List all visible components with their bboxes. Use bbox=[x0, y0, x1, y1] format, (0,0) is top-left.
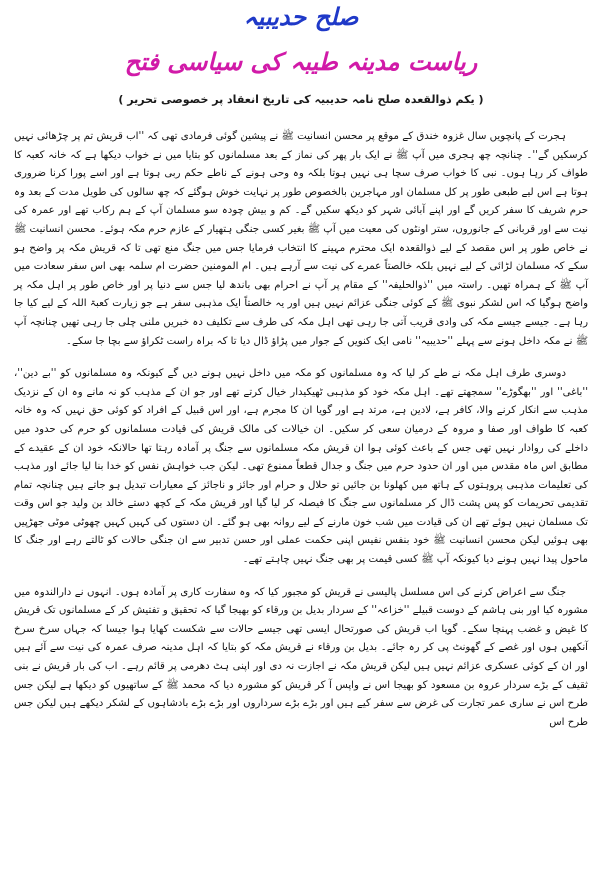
paragraph-2: دوسری طرف اہل مکہ نے طے کر لیا کہ وہ مسلمانوں کو مکہ میں داخل نہیں ہونے دیں گے کیونکہ وہ مسلمانوں کو ''بے دین''، ''باغی'' اور ''بھگوڑے'' سمجھتے تھے۔ اہل مکہ خود کو مذہبی ٹھیکیدار خیال کرتے تھے اور جو ان کے مذہب کو نہ مانے وہ ان کے نزدیک مذہب سے انکار کرنے والا، کافر ہے، لادین ہے، مرتد ہے اور گویا ان کا مجرم ہے، اور اس قبیل کے افراد کو کوئی حق نہیں کہ وہ خانہ کعبہ کا طواف اور صفا و مروہ کے درمیان سعی کر سکیں۔ ان خیالات کی مالک قریش کی قیادت مسلمانوں کو حرم کی حدود میں داخلے کی روادار نہیں تھی جس کے باعث کوئی ہوا ان قریش مکہ مسلمانوں سے جنگ پر آمادہ رہتا تھا حالانکہ خود ان کے عقیدے کے مطابق اس ماہ مقدس میں اور ان حدود حرم میں جنگ و جدال قطعاً ممنوع تھی۔ لیکن جب خواہش نفس کو خدا بنا لیا جائے اور مذہب کی تعلیمات مذہبی پروہتوں کے ہاتھ میں کھلونا بن جائیں تو حلال و حرام اور جائز و ناجائز کے معیارات تبدیل ہو جاتے ہیں چنانچہ تمام تقدیمی تحریمات کو پس پشت ڈال کر مسلمانوں سے جنگ کا فیصلہ کر لیا گیا اور قریش مکہ کے کچھ دستے خالد بن ولید جو اس وقت تک مسلمان نہیں ہوئے تھے ان کی قیادت میں شب خون مارنے کے لیے روانہ بھی ہو گئے۔ ان دستوں کی کہیں کہیں چھوٹی موٹی جھڑپیں بھی ہوئیں لیکن محسن انسانیت ﷺ خود بنفس نفیس اپنی حکمت عملی اور حسن تدبیر سے ان جنگی حالات کو ٹالتے رہے اور جنگ کا ماحول پیدا نہیں ہونے دیا کیونکہ آپ ﷺ کسی قیمت پر بھی جنگ نہیں چاہتے تھے۔ bbox=[14, 368, 588, 566]
paragraph-1: ہجرت کے پانچویں سال غزوہ خندق کے موقع پر محسن انسانیت ﷺ نے پیشین گوئی فرمادی تھی کہ ''اب قریش تم پر چڑھائی نہیں کرسکیں گے''۔ چنانچہ چھ ہجری میں آپ ﷺ نے ایک بار پھر کی نماز کے بعد مسلمانوں کو بتایا میں نے خواب دیکھا ہے کہ خانہ کعبہ کا طواف کر رہا ہوں۔ نبی کا خواب صرف سچا ہی نہیں ہوتا بلکہ وہ وحی ہونے کے ناطے حکم ربی ہوتا ہے اور اسے پورا کرنا ضروری ہوتا ہے اس لیے طبعی طور پر کل مسلمان اور مہاجرین بالخصوص طور پر نہایت خوش ہوگئے کہ چھ سالوں کی طویل مدت کے بعد وہ حرم شریف کا سفر کریں گے اور اپنے آبائی شہر کو دیکھ سکیں گے۔ کم و بیش چودہ سو مسلمان آپ کے ہم رکاب تھے اور عمرہ کی نیت سے اور قربانی کے جانوروں، ستر اونٹوں کی معیت میں آپ ﷺ بغیر کسی جنگی ہتھیار کے عازم حرم مکہ ہوئے۔ محسن انسانیت ﷺ نے خاص طور پر اس مقصد کے لیے ذوالقعدہ ایک محترم مہینے کا انتخاب فرمایا جس میں جنگ منع تھی تا کہ قریش مکہ پر واضح ہو سکے کہ مسلمان لڑائی کے لیے نہیں بلکہ خالصتاً عمرے کی نیت سے آرہے ہیں۔ ام المومنین حضرت ام سلمہ بھی اس سفر سعادت میں آپ ﷺ کے ہمراہ تھیں۔ راستہ میں ''ذوالحلیفہ'' کے مقام پر آپ نے احرام بھی باندھ لیا جس سے دنیا پر اور خاص طور پر اہل مکہ پر واضح ہوگیا کہ اس لشکر نبوی ﷺ کے کوئی جنگی عزائم نہیں ہیں اور یہ خالصتاً ایک مذہبی سفر ہے جو زیارت کعبۃ اللہ کے لیے کیا جا رہا ہے۔ جیسے جیسے مکہ کی وادی قریب آتی جا رہی تھی اہل مکہ کی طرف سے تکلیف دہ خبریں ملنی چلی جا رہی تھیں چنانچہ آپ ﷺ نے مکہ داخل ہونے سے پہلے ''حدیبیہ'' نامی ایک کنویں کے جوار میں پڑاؤ ڈال دیا تا کہ براہ راست ٹکراؤ سے بچا جا سکے۔ bbox=[14, 131, 588, 347]
article-byline: ( یکم ذوالقعدہ صلح نامہ حدیبیہ کی تاریخ انعقاد پر خصوصی تحریر ) bbox=[118, 93, 484, 106]
article-subtitle: ریاست مدینہ طیبہ کی سیاسی فتح bbox=[124, 47, 478, 76]
article-title: صلح حدیبیہ bbox=[243, 2, 359, 31]
paragraph-3: جنگ سے اعراض کرنے کی اس مسلسل پالیسی نے قریش کو مجبور کیا کہ وہ سفارت کاری پر آمادہ ہوں۔ انہوں نے دارالندوہ میں مشورہ کیا اور بنی ہاشم کے دوست قبیلے ''خزاعہ'' کے سردار بدیل بن ورقاء کو بھیجا گیا کہ تحقیق و تفتیش کر کے مسلمانوں تک قریش کا غیض و غضب پہنچا سکے۔ گویا اب قریش کی صورتحال ایسی تھی جیسے حالات سے شکست کھایا ہوا جیسا کہ جہاں سرخ سرخ آنکھیں ہوں اور غصے کے گھونٹ پی کر رہ جائے۔ بدیل بن ورقاء نے قریش مکہ کو بتایا کہ اہل مدینہ صرف عمرہ کی نیت سے آئے ہیں اور ان کے کوئی عسکری عزائم نہیں ہیں لیکن قریش مکہ نے اجازت نہ دی اور اپنی ہٹ دھرمی پر قائم رہے۔ اب کی بار قریش نے بنی ثقیف کے بڑے سردار عروہ بن مسعود کو بھیجا اس نے واپس آ کر قریش کو مشورہ دیا کہ محمد ﷺ کے ساتھیوں کو دیکھا ہے لیکن جس طرح اس نے ساری عمر تجارت کی غرض سے سفر کیے ہیں اور بڑے بڑے سرداروں اور بڑے بڑے بادشاہوں کے لشکر دیکھے ہیں لیکن جس طرح اس bbox=[14, 586, 588, 728]
article-body bbox=[14, 128, 588, 732]
